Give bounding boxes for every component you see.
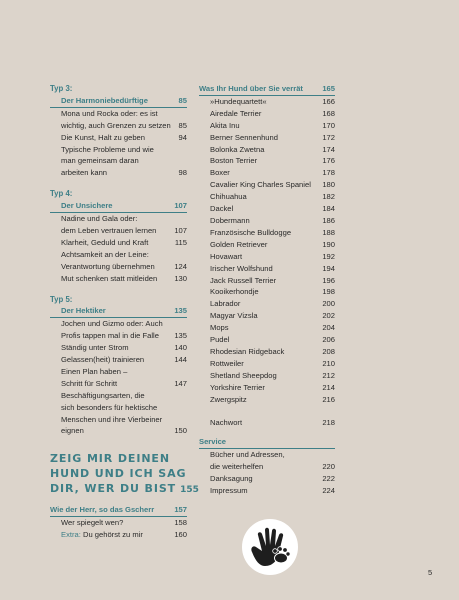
page-number: 184: [322, 204, 335, 214]
toc-entry[interactable]: [50, 414, 187, 426]
page-number: 188: [322, 227, 335, 237]
entry-text: Mops: [210, 323, 229, 333]
entry-text: Verantwortung übernehmen: [61, 261, 155, 271]
entry-text: Französische Bulldogge: [210, 227, 292, 237]
page-number: 190: [322, 239, 335, 249]
typ3-entries: [50, 108, 187, 179]
entry-text: sich besonders für hektische: [61, 402, 158, 412]
page-number: 160: [174, 530, 187, 540]
entry-text: dem Leben vertrauen lernen: [61, 225, 157, 235]
entry-text: Wer spiegelt wen?: [61, 518, 124, 528]
toc-entry[interactable]: [199, 334, 335, 346]
toc-entry[interactable]: [50, 132, 187, 144]
toc-entry[interactable]: [50, 249, 187, 261]
entry-text: Yorkshire Terrier: [210, 382, 265, 392]
page-number: 192: [322, 251, 335, 261]
entry-text: Golden Retriever: [210, 239, 268, 249]
page-number: 180: [322, 180, 335, 190]
section-title: Service: [199, 437, 227, 447]
entry-text: Klarheit, Geduld und Kraft: [61, 237, 149, 247]
entry-text: Shetland Sheepdog: [210, 370, 277, 380]
toc-entry[interactable]: [199, 275, 335, 287]
entry-text: Magyar Vizsla: [210, 311, 258, 321]
page-number: 212: [322, 370, 335, 380]
entry-text: Typische Probleme und wie: [61, 144, 154, 154]
toc-entry[interactable]: [50, 366, 187, 378]
toc-entry[interactable]: [199, 120, 335, 132]
entry-text: Beschäftigungsarten, die: [61, 390, 145, 400]
page-number: 182: [322, 192, 335, 202]
toc-entry[interactable]: [199, 155, 335, 167]
toc-entry-extra[interactable]: [50, 529, 187, 541]
toc-entry[interactable]: [199, 227, 335, 239]
toc-entry[interactable]: [199, 310, 335, 322]
toc-entry[interactable]: [199, 322, 335, 334]
page-number: 168: [322, 108, 335, 118]
entry-text: Kooikerhondje: [210, 287, 259, 297]
toc-left-column: [50, 83, 199, 541]
page-number: 218: [322, 418, 335, 428]
entry-text: die weiterhelfen: [210, 462, 264, 472]
entry-text: Akita Inu: [210, 120, 240, 130]
hand-and-dog-paw-icon: [241, 518, 299, 576]
toc-entry[interactable]: [50, 342, 187, 354]
chapter-title: Der Hektiker: [61, 306, 106, 316]
toc-entry[interactable]: [50, 318, 187, 330]
entry-text: Labrador: [210, 299, 241, 309]
toc-entry[interactable]: [199, 203, 335, 215]
typ5-heading: Typ 5:: [50, 294, 73, 304]
entry-text: Chihuahua: [210, 192, 247, 202]
toc-chapter-typ3[interactable]: [50, 95, 187, 108]
page-number: 155: [180, 485, 199, 496]
page-number: 85: [178, 95, 187, 105]
entry-text: Profis tappen mal in die Falle: [61, 331, 159, 341]
page-number: 130: [174, 273, 187, 283]
page-number: 200: [322, 299, 335, 309]
page-number: 147: [174, 378, 187, 388]
entry-text: man gemeinsam daran: [61, 156, 139, 166]
toc-entry[interactable]: [50, 354, 187, 366]
part-title-line-2: HUND UND ICH SAG: [50, 467, 187, 481]
entry-text: Bücher und Adressen,: [210, 450, 285, 460]
toc-entry[interactable]: [50, 330, 187, 342]
entry-text: Mut schenken statt mitleiden: [61, 273, 158, 283]
page-number-footer: 5: [428, 568, 433, 577]
page-number: 222: [322, 474, 335, 484]
toc-entry[interactable]: [199, 96, 335, 108]
entry-text: Nadine und Gala oder:: [61, 214, 138, 224]
typ4-entries: [50, 213, 187, 284]
toc-entry[interactable]: [199, 239, 335, 251]
page-number: 140: [174, 343, 187, 353]
entry-text: Berner Sennenhund: [210, 132, 278, 142]
toc-entry[interactable]: [50, 144, 187, 156]
entry-text: Bolonka Zwetna: [210, 144, 265, 154]
toc-entry[interactable]: [199, 473, 335, 485]
part-title-line-1: ZEIG MIR DEINEN: [50, 452, 170, 466]
toc-entry[interactable]: [50, 402, 187, 414]
entry-text: arbeiten kann: [61, 168, 108, 178]
toc-right-column: [199, 83, 335, 497]
toc-entry[interactable]: [199, 346, 335, 358]
page-number: 176: [322, 156, 335, 166]
toc-chapter-hund[interactable]: [199, 83, 335, 96]
page-number: 166: [322, 96, 335, 106]
chapter-title: Der Harmoniebedürftige: [61, 95, 148, 105]
page-number: 194: [322, 263, 335, 273]
toc-entry-nachwort[interactable]: [199, 417, 335, 429]
page-number: 107: [174, 201, 187, 211]
entry-text: Airedale Terrier: [210, 108, 262, 118]
entry-text: Hovawart: [210, 251, 243, 261]
page-number: 170: [322, 120, 335, 130]
toc-entry[interactable]: [50, 273, 187, 285]
page-number: 186: [322, 215, 335, 225]
page-number: 204: [322, 323, 335, 333]
page-number: 224: [322, 486, 335, 495]
page-number: 206: [322, 335, 335, 345]
entry-text: Mona und Rocka oder: es ist: [61, 108, 158, 118]
toc-chapter-typ4[interactable]: [50, 200, 187, 213]
toc-entry[interactable]: [50, 167, 187, 179]
toc-entry[interactable]: [50, 120, 187, 132]
toc-entry[interactable]: [199, 263, 335, 275]
entry-text: Schritt für Schritt: [61, 378, 118, 388]
page-number: 165: [322, 84, 335, 93]
toc-entry[interactable]: [199, 215, 335, 227]
entry-text: Gelassen(heit) trainieren: [61, 355, 145, 365]
toc-entry[interactable]: [50, 108, 187, 120]
entry-text: Rottweiler: [210, 358, 244, 368]
toc-entry[interactable]: [50, 425, 187, 437]
toc-entry[interactable]: [50, 390, 187, 402]
page-number: 214: [322, 382, 335, 392]
page-number: 135: [174, 306, 187, 316]
toc-entry[interactable]: [50, 378, 187, 390]
entry-text: Die Kunst, Halt zu geben: [61, 132, 146, 142]
page-number: 85: [178, 120, 187, 130]
chapter-title: Wie der Herr, so das Gscherr: [50, 505, 155, 515]
entry-text: wichtig, auch Grenzen zu setzen: [61, 120, 171, 130]
page-number: 174: [322, 144, 335, 154]
page-number: 115: [174, 237, 187, 247]
page-number: 94: [178, 132, 187, 142]
entry-text: Einen Plan haben –: [61, 366, 128, 376]
entry-text: Cavalier King Charles Spaniel: [210, 180, 311, 190]
toc-entry[interactable]: [50, 213, 187, 225]
entry-text: Dobermann: [210, 215, 250, 225]
entry-text: Rhodesian Ridgeback: [210, 346, 285, 356]
toc-entry[interactable]: [50, 237, 187, 249]
toc-entry[interactable]: [199, 167, 335, 179]
typ5-entries: [50, 318, 187, 437]
page-number: 220: [322, 462, 335, 472]
toc-chapter-typ5[interactable]: [50, 305, 187, 318]
page-number: 150: [174, 426, 187, 436]
entry-text: Pudel: [210, 335, 230, 345]
part-title[interactable]: [50, 451, 199, 498]
page-number: 198: [322, 287, 335, 297]
entry-text: Ständig unter Strom: [61, 343, 129, 353]
toc-entry[interactable]: [199, 298, 335, 310]
toc-entry[interactable]: [199, 461, 335, 473]
toc-entry[interactable]: [50, 155, 187, 167]
entry-text: Jochen und Gizmo oder: Auch: [61, 319, 163, 329]
entry-text: Nachwort: [210, 418, 243, 428]
toc-entry[interactable]: [199, 286, 335, 298]
entry-text: Danksagung: [210, 474, 253, 484]
toc-entry[interactable]: [50, 517, 187, 529]
entry-text: Boxer: [210, 168, 230, 178]
toc-entry[interactable]: [199, 108, 335, 120]
page-number: 208: [322, 346, 335, 356]
typ3-heading: Typ 3:: [50, 84, 73, 93]
chapter-title: Was Ihr Hund über Sie verrät: [199, 84, 303, 93]
toc-entry[interactable]: [199, 132, 335, 144]
entry-text: Dackel: [210, 204, 234, 214]
page-number: 135: [174, 331, 187, 341]
page-number: 210: [322, 358, 335, 368]
entry-text: »Hundequartett«: [210, 96, 267, 106]
entry-text: Boston Terrier: [210, 156, 258, 166]
toc-chapter-herr[interactable]: [50, 504, 187, 517]
page-number: 178: [322, 168, 335, 178]
toc-entry[interactable]: [199, 394, 335, 406]
entry-text: Irischer Wolfshund: [210, 263, 273, 273]
page-number: 158: [174, 518, 187, 528]
entry-text: Achtsamkeit an der Leine:: [61, 249, 149, 259]
breed-entries: [199, 96, 335, 406]
toc-entry[interactable]: [199, 191, 335, 203]
chapter-title: Der Unsichere: [61, 201, 113, 211]
page-number: 202: [322, 311, 335, 321]
entry-text: Zwergspitz: [210, 394, 247, 404]
page-number: 157: [174, 505, 187, 515]
page-number: 172: [322, 132, 335, 142]
toc-entry[interactable]: [50, 225, 187, 237]
entry-text: Menschen und ihre Vierbeiner: [61, 414, 163, 424]
entry-text: Impressum: [210, 486, 248, 495]
page-number: 107: [174, 225, 187, 235]
entry-text: eignen: [61, 426, 84, 436]
toc-entry[interactable]: [199, 358, 335, 370]
entry-text: Jack Russell Terrier: [210, 275, 277, 285]
toc-entry[interactable]: [199, 449, 335, 461]
page-number: 216: [322, 394, 335, 404]
toc-section-service[interactable]: [199, 436, 335, 449]
page-number: 144: [174, 355, 187, 365]
typ4-heading: Typ 4:: [50, 189, 73, 199]
toc-entry[interactable]: [199, 251, 335, 263]
toc-entry[interactable]: [199, 485, 335, 497]
toc-entry[interactable]: [199, 370, 335, 382]
toc-entry[interactable]: [199, 179, 335, 191]
toc-entry[interactable]: [199, 382, 335, 394]
extra-label: Extra:: [61, 530, 81, 540]
toc-entry[interactable]: [50, 261, 187, 273]
entry-text: Du gehörst zu mir: [82, 530, 143, 540]
page-number: 98: [178, 168, 187, 178]
toc-entry[interactable]: [199, 144, 335, 156]
page-number: 124: [174, 261, 187, 271]
page-number: 196: [322, 275, 335, 285]
part-title-line-3: DIR, WER DU BIST: [50, 482, 177, 496]
